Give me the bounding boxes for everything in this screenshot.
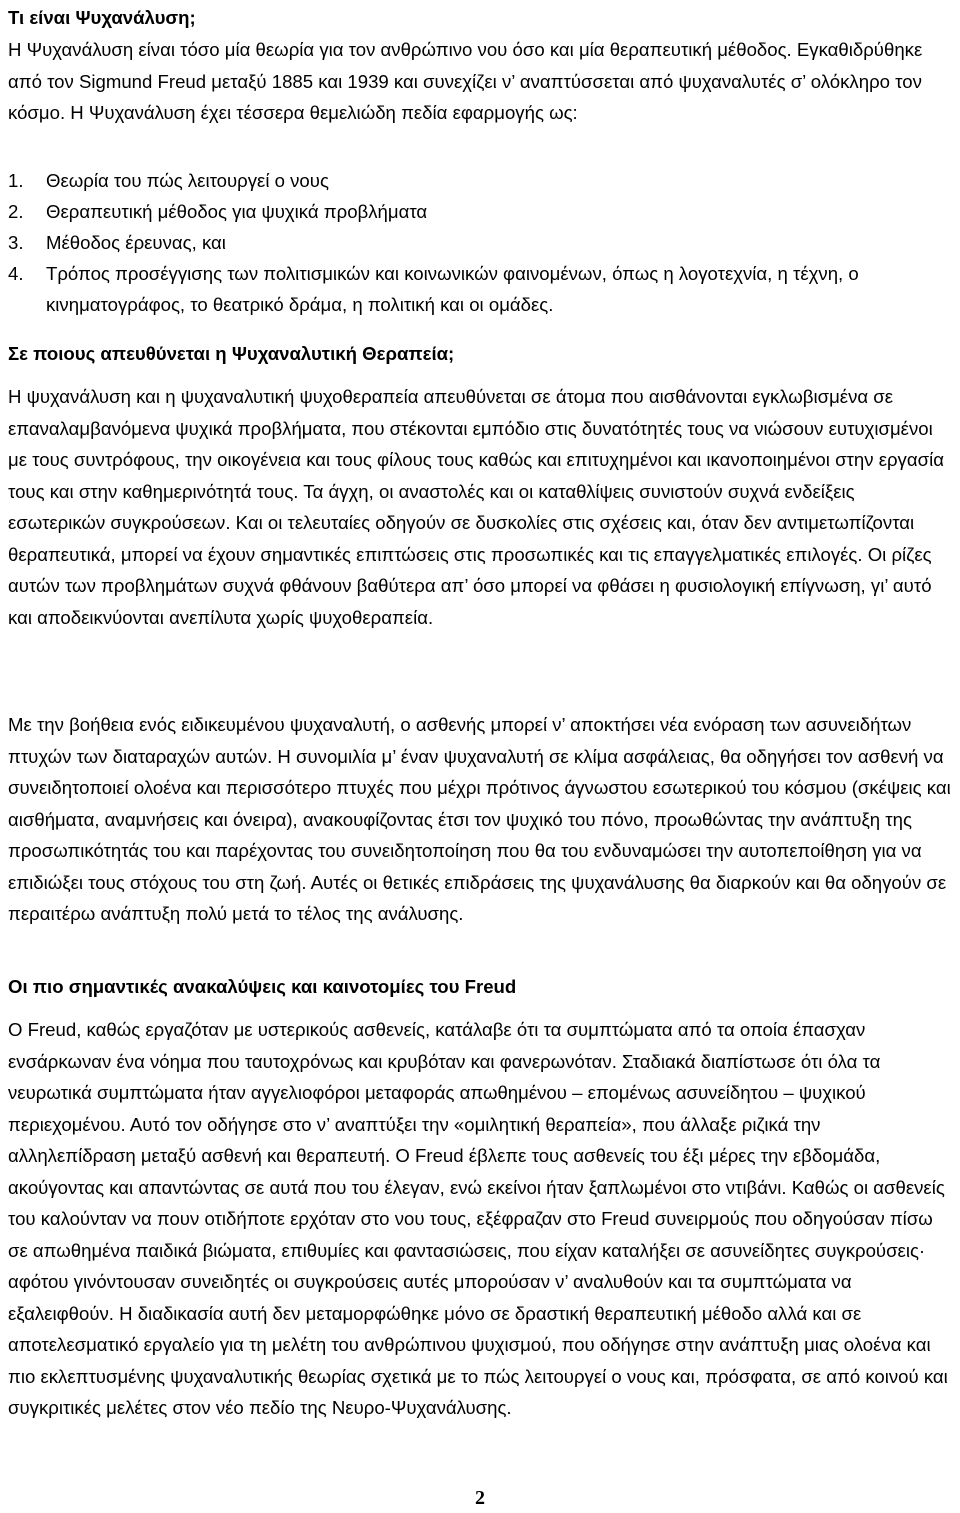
list-item: [8, 227, 952, 258]
heading-freud-discoveries: Οι πιο σημαντικές ανακαλύψεις και καινοτομίες του Freud: [8, 976, 517, 997]
list-item-number: 1.: [8, 170, 24, 191]
page-number: 2: [475, 1487, 485, 1509]
list-item-text: Θεραπευτική μέθοδος για ψυχικά προβλήματα: [46, 201, 428, 222]
list-item-text: Θεωρία του πώς λειτουργεί ο νους: [46, 170, 329, 191]
list-item-number: 3.: [8, 232, 24, 253]
list-item: [8, 165, 952, 196]
list-item-number: 4.: [8, 263, 24, 284]
heading-what-is-psychoanalysis: Τι είναι Ψυχανάλυση;: [8, 7, 196, 28]
paragraph-help: Με την βοήθεια ενός ειδικευμένου ψυχαναλυτή, ο ασθενής μπορεί ν’ αποκτήσει νέα ενόραση των ασυνειδήτων πτυχών των διαταραχών αυτών. Η συνομιλία μ’ έναν ψυχαναλυτή σε κλίμα ασφάλειας, θα οδηγήσει τον ασθενή να συνειδητοποιεί ολοένα και περισσότερο πτυχές που μέχρι πρότινος άγνωστου εσωτερικού του κόσμου (σκέψεις και αισθήματα, αναμνήσεις και όνειρα), ανακουφίζοντας έτσι τον ψυχικό του πόνο, προωθώντας την ανάπτυξη της προσωπικότητάς του και παρέχοντας του συνειδητοποίηση που θα του ενδυναμώσει την αυτοπεποίθηση για να επιδιώξει τους στόχους του στη ζωή. Αυτές οι θετικές επιδράσεις της ψυχανάλυσης θα διαρκούν και θα οδηγούν σε περαιτέρω ανάπτυξη πολύ μετά το τέλος της ανάλυσης.: [8, 714, 951, 924]
fields-list: [8, 165, 952, 320]
intro-paragraph: Η Ψυχανάλυση είναι τόσο μία θεωρία για τον ανθρώπινο νου όσο και μία θεραπευτική μέθοδος. Εγκαθιδρύθηκε από τον Sigmund Freud μεταξύ 1885 και 1939 και συνεχίζει ν’ αναπτύσσεται από ψυχαναλυτές σ’ ολόκληρο τον κόσμο. Η Ψυχανάλυση έχει τέσσερα θεμελιώδη πεδία εφαρμογής ως:: [8, 39, 923, 123]
list-item: [8, 196, 952, 227]
list-item: [8, 258, 952, 320]
list-item-number: 2.: [8, 201, 24, 222]
list-item-text: Τρόπος προσέγγισης των πολιτισμικών και κοινωνικών φαινομένων, όπως η λογοτεχνία, η τέχνη, ο κινηματογράφος, το θεατρικό δράμα, η πολιτική και οι ομάδες.: [46, 263, 859, 315]
paragraph-whom: Η ψυχανάλυση και η ψυχαναλυτική ψυχοθεραπεία απευθύνεται σε άτομα που αισθάνονται εγκλωβισμένα σε επαναλαμβανόμενα ψυχικά προβλήματα, που στέκονται εμπόδιο στις δυνατότητές τους να νιώσουν ευτυχισμένοι με τους συντρόφους, την οικογένεια και τους φίλους τους καθώς και επιτυχημένοι και ικανοποιημένοι στην εργασία τους και στην καθημερινότητά τους. Τα άγχη, οι αναστολές και οι καταθλίψεις συνιστούν συχνά ενδείξεις εσωτερικών συγκρούσεων. Και οι τελευταίες οδηγούν σε δυσκολίες στις σχέσεις και, όταν δεν αντιμετωπίζονται θεραπευτικά, μπορεί να έχουν σημαντικές επιπτώσεις στις προσωπικές και τις επαγγελματικές επιλογές. Οι ρίζες αυτών των προβλημάτων συχνά φθάνουν βαθύτερα απ’ όσο μπορεί να φθάσει η φυσιολογική επίγνωση, γι’ αυτό και αποδεικνύονται ανεπίλυτα χωρίς ψυχοθεραπεία.: [8, 386, 944, 628]
list-item-text: Μέθοδος έρευνας, και: [46, 232, 226, 253]
heading-who-is-therapy-for: Σε ποιους απευθύνεται η Ψυχαναλυτική Θεραπεία;: [8, 343, 455, 364]
paragraph-freud: Ο Freud, καθώς εργαζόταν με υστερικούς ασθενείς, κατάλαβε ότι τα συμπτώματα από τα οποία έπασχαν ενσάρκωναν ένα νόημα που ταυτοχρόνως και κρυβόταν και φανερωνόταν. Σταδιακά διαπίστωσε ότι όλα τα νευρωτικά συμπτώματα ήταν αγγελιοφόροι μεταφοράς απωθημένου – επομένως ασυνείδητου – ψυχικού περιεχομένου. Αυτό τον οδήγησε στο ν’ αναπτύξει την «ομιλητική θεραπεία», που άλλαξε ριζικά την αλληλεπίδραση μεταξύ ασθενή και θεραπευτή. Ο Freud έβλεπε τους ασθενείς του έξι μέρες την εβδομάδα, ακούγοντας και απαντώντας σε αυτά που του έλεγαν, ενώ εκείνοι ήταν ξαπλωμένοι στο ντιβάνι. Καθώς οι ασθενείς του καλούνταν να πουν οτιδήποτε ερχόταν στο νου τους, εξέφραζαν στο Freud συνειρμούς που οδηγούσαν πίσω σε απωθημένα παιδικά βιώματα, επιθυμίες και φαντασιώσεις, που είχαν καταλήξει σε ασυνείδητες συγκρούσεις· αφότου γινόντουσαν συνειδητές οι συγκρούσεις αυτές μπορούσαν ν’ αναλυθούν και τα συμπτώματα να εξαλειφθούν. Η διαδικασία αυτή δεν μεταμορφώθηκε μόνο σε δραστική θεραπευτική μέθοδο αλλά και σε αποτελεσματικό εργαλείο για τη μελέτη του ανθρώπινου ψυχισμού, που οδήγησε στην ανάπτυξη μιας ολοένα και πιο εκλεπτυσμένης ψυχαναλυτικής θεωρίας σχετικά με το πώς λειτουργεί ο νους και, πρόσφατα, σε από κοινού και συγκριτικές μελέτες στον νέο πεδίο της Νευρο-Ψυχανάλυσης.: [8, 1019, 948, 1418]
